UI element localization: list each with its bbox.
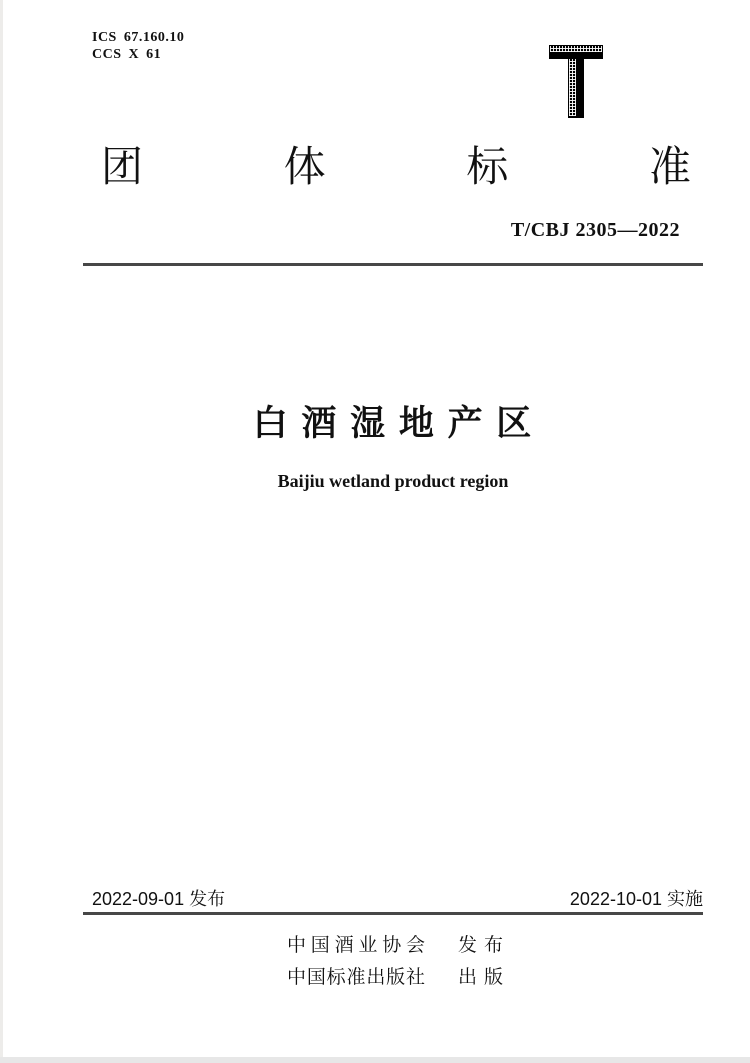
publisher-action: [458, 936, 503, 956]
publisher-action-char: 布: [483, 935, 503, 956]
publisher-name: [287, 936, 425, 956]
publisher-name-char: 业: [358, 935, 378, 956]
publisher-name-char: 酒: [334, 935, 354, 956]
publisher-row-association: [287, 936, 503, 956]
publisher-name-char: 协: [382, 935, 402, 956]
t-logo-top-bar: [549, 45, 603, 59]
t-logo-hatch-top: [550, 46, 602, 52]
bottom-rule: [83, 912, 703, 915]
classification-codes: [92, 29, 184, 63]
banner-char: 准: [648, 143, 691, 190]
publishers-block: [287, 936, 503, 988]
t-logo-hatch-left: [569, 59, 576, 116]
publisher-name-char: 标: [326, 967, 346, 988]
page-left-edge: [0, 0, 3, 1063]
publisher-name-char: 版: [386, 967, 406, 988]
document-title-en: Baijiu wetland product region: [277, 471, 509, 491]
issue-date: 2022-09-01 发布: [92, 889, 226, 909]
dates-row: [83, 889, 703, 909]
publisher-name-char: 出: [366, 967, 386, 988]
document-title-zh: 白 酒 湿 地 产 区: [252, 404, 534, 443]
publisher-name-char: 准: [346, 967, 366, 988]
publisher-action-char: 发: [458, 935, 478, 956]
banner-char: 体: [283, 143, 326, 190]
banner-group-standard: [101, 143, 691, 190]
publisher-action: [458, 968, 503, 988]
top-rule: [83, 263, 703, 266]
publisher-name-char: 社: [405, 967, 425, 988]
banner-char: 标: [466, 143, 509, 190]
publisher-name-char: 中: [287, 935, 307, 956]
standard-number: T/CBJ 2305—2022: [510, 219, 680, 241]
page-bottom-edge: [0, 1057, 750, 1063]
ccs-code: CCS X 61: [92, 47, 162, 62]
publisher-row-press: [287, 968, 503, 988]
publisher-name-char: 中: [287, 967, 307, 988]
banner-char: 团: [101, 143, 144, 190]
publisher-action-char: 版: [483, 967, 503, 988]
publisher-name-char: 国: [310, 935, 330, 956]
publisher-action-char: 出: [458, 967, 478, 988]
publisher-name: [287, 968, 425, 988]
implementation-date: 2022-10-01 实施: [569, 889, 703, 909]
ics-code: ICS 67.160.10: [92, 30, 185, 45]
t-logo-stem: [568, 59, 584, 118]
publisher-name-char: 国: [306, 967, 326, 988]
publisher-name-char: 会: [405, 935, 425, 956]
